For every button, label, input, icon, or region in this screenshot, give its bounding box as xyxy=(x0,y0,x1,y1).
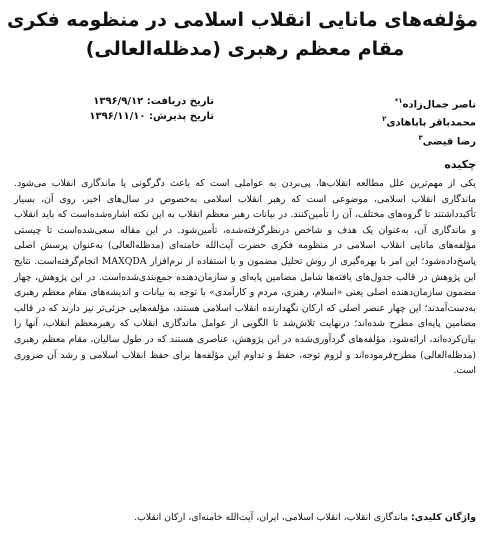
received-value: ۱۳۹۶/۹/۱۲ xyxy=(93,96,144,107)
paper-title xyxy=(6,6,478,64)
accepted-date xyxy=(14,109,214,124)
author-list xyxy=(286,94,476,149)
keywords xyxy=(14,511,476,525)
received-label: تاریخ دریافت: xyxy=(146,96,214,107)
author-name: محمدباقر باباهادی xyxy=(386,117,476,129)
abstract-text: یکی از مهم‌ترین علل مطالعه انقلاب‌ها، پی‌بردن به عواملی است که باعث دگرگونی یا ماندگاری انقلاب می‌شود. ماندگاری انقلاب اسلامی، موضوعی است که رهبر انقلاب اسلامی به‌خصوص در سال‌های اخیر، روی آن، بسیار تأکیدداشتند تا گروه‌های مختلف، آن را تأمین‌کنند. در بیانات رهبر معظم انقلاب به این نکته اشاره‌شده‌است که باید انقلاب و ماندگاری آن، به‌عنوان یک هدف و شاخص درنظرگرفته‌شده، تأمین‌شود. در این مقاله سعی‌شده‌است تا چیستی مؤلفه‌های مانایی انقلاب اسلامی در منظومه فکری حضرت آیت‌الله خامنه‌ای (مدظله‌العالی) به‌عنوان پرسش اصلی پاسخ‌داده‌شود؛ این امر با بهره‌گیری از روش تحلیل مضمون و با استفاده از نرم‌افزار MAXQDA انجام‌گرفته‌است. نتایج این پژوهش در قالب جدول‌های یافته‌ها شامل مضامین پایه‌ای و سازمان‌دهنده جمع‌بندی‌شده‌است. در این پژوهش، چهار مضمون سازمان‌دهنده اصلی یعنی «اسلام، رهبری، مردم و کارآمدی» با توجه به بیانات و اندیشه‌های مقام معظم رهبری به‌دست‌آمدند؛ این چهار عنصر اصلی که ارکان نگهدارنده انقلاب اسلامی هستند، مؤلفه‌هایی جزئی‌تر نیز دارند که در قالب مضامین پایه‌ای مطرح شده‌اند؛ درنهایت تلاش‌شد تا الگویی از عوامل ماندگاری انقلاب که رهبرمعظم انقلاب، آنها را بیان‌کرده‌اند، ارائه‌شود. مؤلفه‌های گردآوری‌شده در این پژوهش، عناصری هستند که در طول سالیان، مقام معظم رهبری (مدظله‌العالی) مطرح‌فرموده‌اند و لزوم توجه، حفظ و تداوم این مؤلفه‌ها برای حفظ انقلاب اسلامی و رشد آن ضروری است. xyxy=(14,178,476,377)
article-dates xyxy=(14,94,214,124)
author-name: ناصر جمال‌زاده xyxy=(402,99,476,111)
author-1 xyxy=(286,94,476,112)
accepted-label: تاریخ پذیرش: xyxy=(148,111,214,122)
author-marker: ۳ xyxy=(418,133,423,142)
accepted-value: ۱۳۹۶/۱۱/۱۰ xyxy=(89,111,146,122)
title-line-1: مؤلفه‌های مانایی انقلاب اسلامی در منظومه فکری xyxy=(6,9,478,31)
author-marker: ۲ xyxy=(382,115,387,124)
author-marker: ۱* xyxy=(394,97,403,105)
keywords-text: ماندگاری انقلاب، انقلاب اسلامی، ایران، آیت‌الله خامنه‌ای، ارکان انقلاب. xyxy=(134,512,409,523)
author-name: رضا فیضی xyxy=(422,135,476,147)
title-line-2: مقام معظم رهبری (مدظله‌العالی) xyxy=(85,38,405,60)
author-3 xyxy=(286,131,476,149)
abstract-heading: چکیده xyxy=(444,158,476,171)
keywords-label: واژگان کلیدی: xyxy=(411,512,476,523)
received-date xyxy=(14,94,214,109)
author-2 xyxy=(286,112,476,130)
